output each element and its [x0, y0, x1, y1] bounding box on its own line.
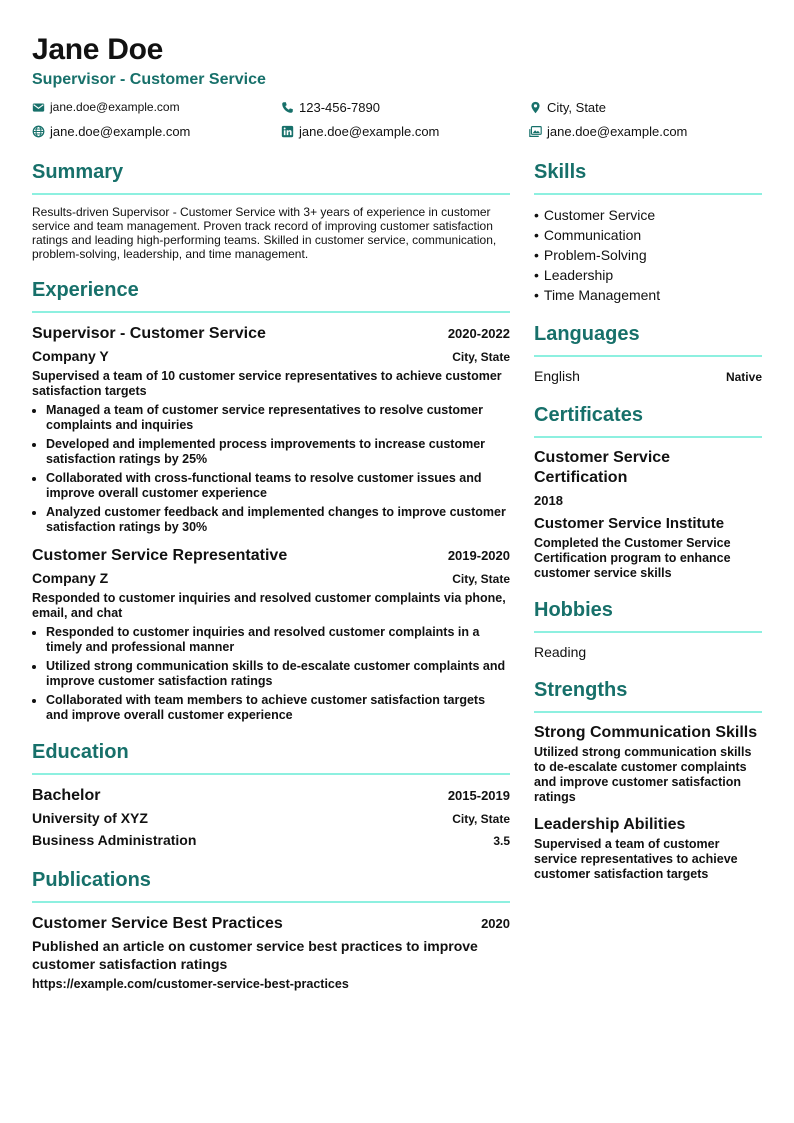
side-column — [534, 159, 762, 1007]
job-company: Company Y — [32, 348, 109, 364]
contact-website-text: jane.doe@example.com — [50, 123, 191, 139]
section-divider — [534, 355, 762, 357]
job-bullets — [32, 625, 510, 723]
skill-label: Customer Service — [543, 207, 656, 223]
portfolio-icon — [529, 125, 542, 138]
certificates-section — [534, 402, 762, 581]
job-bullets — [32, 403, 510, 535]
education-dates: 2015-2019 — [447, 788, 510, 803]
summary-heading: Summary — [32, 161, 124, 183]
language-name: English — [534, 368, 580, 384]
strength-item — [534, 723, 762, 805]
skill-item — [534, 285, 762, 305]
education-location: City, State — [452, 812, 510, 826]
language-level: Native — [725, 370, 762, 384]
bullet-mark: • — [534, 207, 539, 223]
job-bullet: • Responded to customer inquiries and resolved customer complaints in a timely and professional manner — [46, 625, 510, 655]
publication-link[interactable]: https://example.com/customer-service-best-practices — [32, 977, 349, 991]
job-bullet: • Analyzed customer feedback and implemented changes to improve customer satisfaction ratings by 30% — [46, 505, 510, 535]
job-description: Responded to customer inquiries and resolved customer complaints via phone, email, and chat — [32, 591, 506, 620]
skills-section — [534, 159, 762, 305]
certificate-description: Completed the Customer Service Certification program to enhance customer service skills — [534, 536, 731, 580]
skill-item — [534, 225, 762, 245]
skill-item — [534, 265, 762, 285]
education-field: Business Administration — [32, 832, 197, 848]
publications-section — [32, 867, 510, 991]
publication-title: Customer Service Best Practices — [32, 915, 283, 932]
experience-entry — [32, 545, 510, 723]
resume-columns — [32, 159, 762, 1007]
job-role: Supervisor - Customer Service — [32, 325, 266, 342]
education-section — [32, 739, 510, 851]
hobby-item: Reading — [534, 644, 587, 660]
publications-heading: Publications — [32, 869, 151, 891]
contact-bar — [32, 97, 762, 145]
section-divider — [534, 631, 762, 633]
skills-heading: Skills — [534, 161, 587, 183]
strength-description: Utilized strong communication skills to de-escalate customer complaints and improve customer satisfaction ratings — [534, 745, 752, 804]
contact-location — [529, 97, 606, 117]
job-bullet: • Collaborated with cross-functional teams to resolve customer issues and improve overall customer experience — [46, 471, 510, 501]
skill-label: Time Management — [543, 287, 661, 303]
job-bullet: • Managed a team of customer service representatives to resolve customer complaints and inquiries — [46, 403, 510, 433]
summary-text: Results-driven Supervisor - Customer Service with 3+ years of experience in customer service and team management. Proven track record of improving customer satisfaction ratings and leading high-performing teams. Skilled in customer service, communication, problem-solving, leadership, and time management. — [32, 205, 497, 261]
job-bullet: • Collaborated with team members to achieve customer satisfaction targets and improve overall customer experience — [46, 693, 510, 723]
contact-portfolio-text: jane.doe@example.com — [547, 123, 688, 139]
skill-label: Communication — [543, 227, 642, 243]
mail-icon — [32, 101, 45, 114]
languages-heading: Languages — [534, 323, 640, 345]
bullet-mark: • — [534, 267, 539, 283]
bullet-mark: • — [534, 287, 539, 303]
job-bullet: • Utilized strong communication skills to de-escalate customer complaints and improve customer satisfaction ratings — [46, 659, 510, 689]
job-location: City, State — [452, 350, 510, 364]
education-gpa: 3.5 — [493, 834, 510, 848]
hobbies-section — [534, 597, 762, 661]
job-company: Company Z — [32, 570, 109, 586]
education-degree: Bachelor — [32, 787, 101, 804]
strengths-heading: Strengths — [534, 679, 628, 701]
contact-linkedin[interactable] — [281, 121, 439, 141]
section-divider — [534, 193, 762, 195]
strength-name: Strong Communication Skills — [534, 724, 758, 741]
languages-section — [534, 321, 762, 386]
section-divider — [32, 193, 510, 195]
education-school: University of XYZ — [32, 810, 148, 826]
contact-location-text: City, State — [547, 99, 607, 115]
section-divider — [534, 711, 762, 713]
summary-section — [32, 159, 510, 261]
location-pin-icon — [529, 101, 542, 114]
publication-description: Published an article on customer service best practices to improve customer satisfaction ratings — [32, 938, 478, 972]
education-heading: Education — [32, 741, 129, 763]
linkedin-icon — [281, 125, 294, 138]
main-column — [32, 159, 510, 1007]
strength-description: Supervised a team of customer service representatives to achieve customer satisfaction targets — [534, 837, 738, 881]
contact-website[interactable] — [32, 121, 190, 141]
job-dates: 2019-2020 — [447, 548, 510, 563]
skill-label: Problem-Solving — [543, 247, 647, 263]
contact-email-text: jane.doe@example.com — [50, 100, 180, 114]
section-divider — [32, 773, 510, 775]
section-divider — [32, 901, 510, 903]
contact-phone-text: 123-456-7890 — [299, 99, 380, 115]
contact-portfolio[interactable] — [529, 121, 687, 141]
certificate-issuer: Customer Service Institute — [534, 515, 725, 532]
contact-linkedin-text: jane.doe@example.com — [299, 123, 440, 139]
job-dates: 2020-2022 — [447, 326, 510, 341]
hobbies-heading: Hobbies — [534, 599, 613, 621]
strength-name: Leadership Abilities — [534, 816, 686, 833]
strength-item — [534, 815, 762, 882]
job-description: Supervised a team of 10 customer service representatives to achieve customer satisfaction targets — [32, 369, 502, 398]
candidate-title: Supervisor - Customer Service — [32, 71, 266, 88]
publication-year: 2020 — [481, 916, 510, 931]
experience-section — [32, 277, 510, 723]
certificate-name: Customer Service Certification — [534, 449, 671, 486]
skill-item — [534, 245, 762, 265]
certificate-year: 2018 — [534, 493, 563, 508]
section-divider — [534, 436, 762, 438]
contact-phone[interactable] — [281, 97, 380, 117]
bullet-mark: • — [534, 247, 539, 263]
language-item — [534, 367, 762, 386]
experience-heading: Experience — [32, 279, 139, 301]
job-bullet: • Developed and implemented process improvements to increase customer satisfaction ratings by 25% — [46, 437, 510, 467]
skill-item — [534, 205, 762, 225]
section-divider — [32, 311, 510, 313]
contact-email[interactable] — [32, 97, 180, 117]
skill-label: Leadership — [543, 267, 614, 283]
bullet-mark: • — [534, 227, 539, 243]
job-role: Customer Service Representative — [32, 547, 288, 564]
phone-icon — [281, 101, 294, 114]
candidate-name: Jane Doe — [32, 33, 163, 66]
job-location: City, State — [452, 572, 510, 586]
certificates-heading: Certificates — [534, 404, 643, 426]
experience-entry — [32, 323, 510, 535]
strengths-section — [534, 677, 762, 882]
globe-icon — [32, 125, 45, 138]
